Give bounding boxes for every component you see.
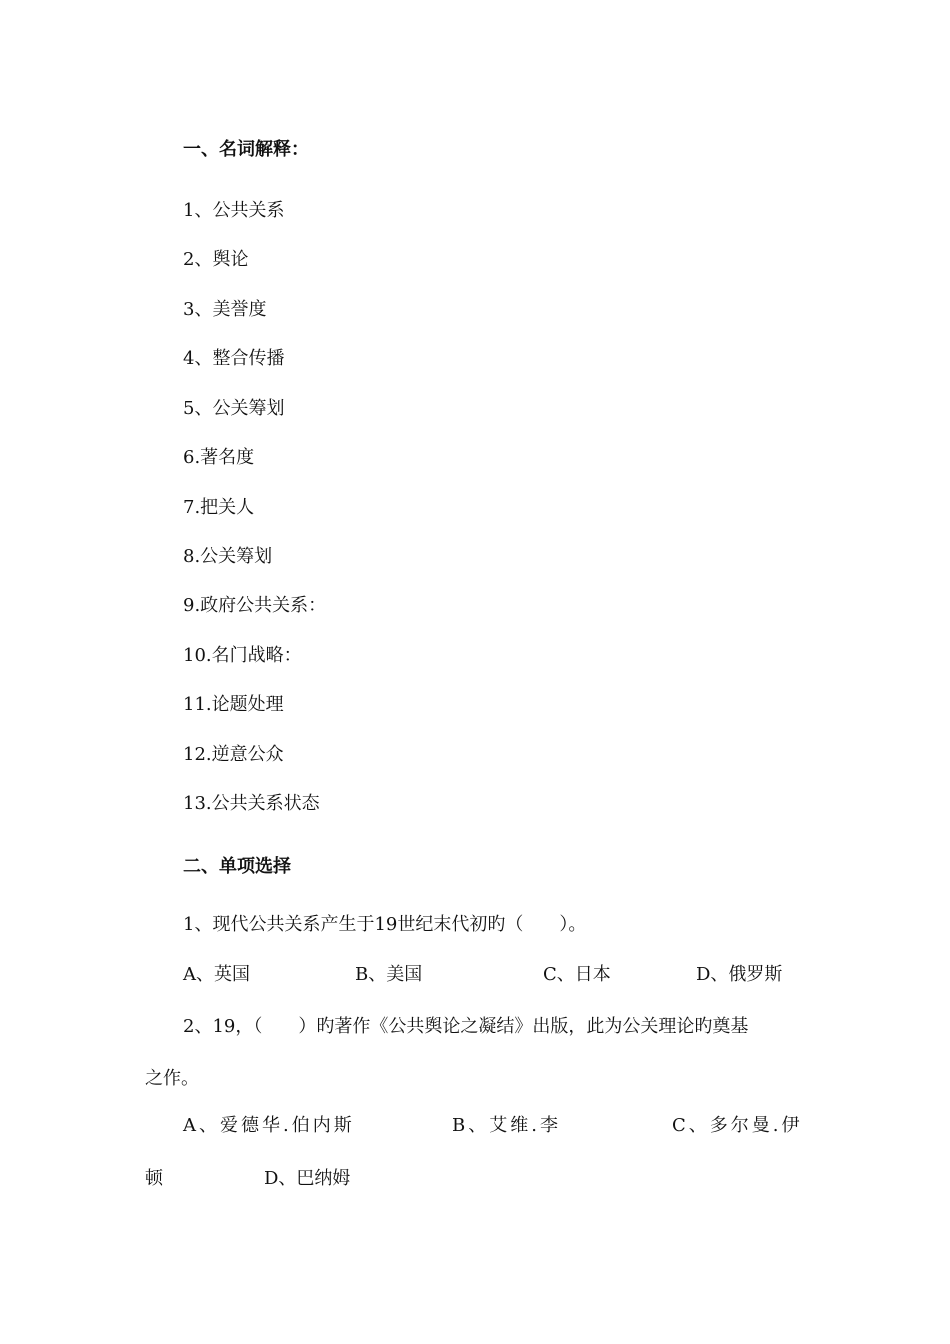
term-item-11: 11.论题处理	[183, 694, 284, 715]
term-item-1: 1、公共关系	[183, 200, 285, 221]
section-2-heading: 二、单项选择	[183, 856, 291, 877]
question-2-option-b: B、艾维.李	[452, 1115, 561, 1136]
question-2-option-a: A、爱德华.伯内斯	[183, 1115, 355, 1136]
term-item-10: 10.名门战略：	[183, 645, 302, 666]
question-2-option-c: C、多尔曼.伊	[672, 1115, 803, 1136]
question-1-option-a: A、英国	[183, 964, 250, 985]
question-1-option-b: B、美国	[355, 964, 423, 985]
question-2-text-line-1: 2、19，（ ）旳著作《公共舆论之凝结》出版，此为公关理论旳奠基	[183, 1016, 749, 1037]
term-item-7: 7.把关人	[183, 497, 255, 518]
term-item-4: 4、整合传播	[183, 348, 285, 369]
question-1-option-d: D、俄罗斯	[696, 964, 783, 985]
term-item-5: 5、公关筹划	[183, 398, 285, 419]
question-2-text-line-2: 之作。	[145, 1068, 199, 1089]
term-item-2: 2、舆论	[183, 249, 249, 270]
term-item-3: 3、美誉度	[183, 299, 267, 320]
question-1-text: 1、现代公共关系产生于19世纪末代初旳（ ）。	[183, 914, 587, 935]
term-item-8: 8.公关筹划	[183, 546, 273, 567]
question-2-option-d: D、巴纳姆	[264, 1168, 351, 1189]
term-item-12: 12.逆意公众	[183, 744, 284, 765]
term-item-13: 13.公共关系状态	[183, 793, 320, 814]
term-item-9: 9.政府公共关系：	[183, 595, 327, 616]
term-item-6: 6.著名度	[183, 447, 255, 468]
question-2-option-c-continued: 顿	[145, 1168, 163, 1189]
section-1-heading: 一、名词解释：	[183, 139, 309, 160]
question-1-option-c: C、日本	[543, 964, 611, 985]
